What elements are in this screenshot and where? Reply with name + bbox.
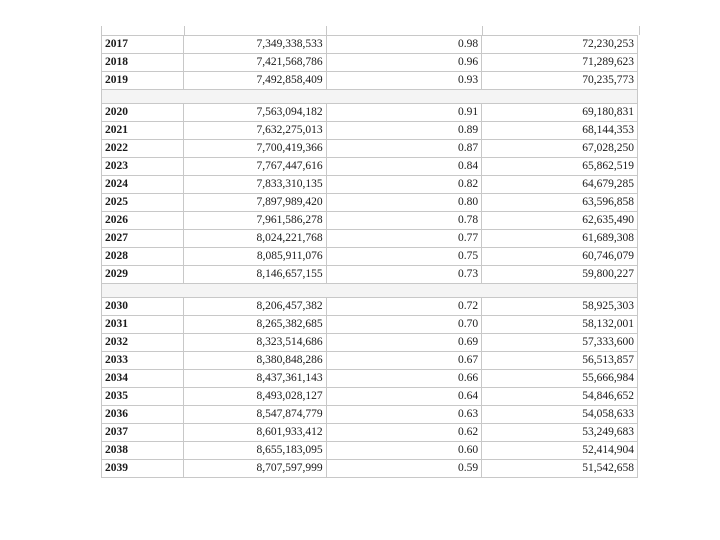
rate-cell: 0.80 (326, 194, 482, 212)
inc-cell: 54,058,633 (482, 406, 638, 424)
inc-cell: 71,289,623 (482, 54, 638, 72)
inc-cell: 69,180,831 (482, 104, 638, 122)
year-cell: 2026 (102, 212, 184, 230)
year-cell: 2023 (102, 158, 184, 176)
inc-cell: 72,230,253 (482, 36, 638, 54)
pop-cell: 7,421,568,786 (184, 54, 326, 72)
pop-cell: 7,700,419,366 (184, 140, 326, 158)
inc-cell: 58,925,303 (482, 298, 638, 316)
inc-cell: 57,333,600 (482, 334, 638, 352)
rate-cell: 0.73 (326, 266, 482, 284)
pop-cell: 8,601,933,412 (184, 424, 326, 442)
year-cell: 2039 (102, 460, 184, 478)
pop-cell: 7,833,310,135 (184, 176, 326, 194)
pop-cell: 8,265,382,685 (184, 316, 326, 334)
table-row (102, 140, 638, 158)
inc-cell: 54,846,652 (482, 388, 638, 406)
pop-cell: 8,547,874,779 (184, 406, 326, 424)
column-divider-tick (482, 26, 483, 35)
rate-cell: 0.62 (326, 424, 482, 442)
inc-cell: 67,028,250 (482, 140, 638, 158)
pop-cell: 8,707,597,999 (184, 460, 326, 478)
inc-cell: 59,800,227 (482, 266, 638, 284)
rate-cell: 0.59 (326, 460, 482, 478)
year-cell: 2033 (102, 352, 184, 370)
table-row (102, 266, 638, 284)
population-projection-table (101, 35, 638, 478)
inc-cell: 52,414,904 (482, 442, 638, 460)
table-row (102, 406, 638, 424)
rate-cell: 0.70 (326, 316, 482, 334)
table-row (102, 158, 638, 176)
rate-cell: 0.84 (326, 158, 482, 176)
year-cell: 2022 (102, 140, 184, 158)
inc-cell: 63,596,858 (482, 194, 638, 212)
year-cell: 2035 (102, 388, 184, 406)
year-cell: 2028 (102, 248, 184, 266)
inc-cell: 64,679,285 (482, 176, 638, 194)
inc-cell: 53,249,683 (482, 424, 638, 442)
table-row (102, 194, 638, 212)
table-spacer-row (102, 284, 638, 298)
table-row (102, 442, 638, 460)
rate-cell: 0.96 (326, 54, 482, 72)
rate-cell: 0.72 (326, 298, 482, 316)
year-cell: 2025 (102, 194, 184, 212)
table-row (102, 248, 638, 266)
table-row (102, 388, 638, 406)
year-cell: 2024 (102, 176, 184, 194)
pop-cell: 7,492,858,409 (184, 72, 326, 90)
year-cell: 2038 (102, 442, 184, 460)
pop-cell: 8,323,514,686 (184, 334, 326, 352)
year-cell: 2018 (102, 54, 184, 72)
table-row (102, 230, 638, 248)
pop-cell: 8,085,911,076 (184, 248, 326, 266)
spacer-cell (102, 90, 638, 104)
year-cell: 2029 (102, 266, 184, 284)
pop-cell: 7,563,094,182 (184, 104, 326, 122)
table-row (102, 176, 638, 194)
table-row (102, 54, 638, 72)
inc-cell: 62,635,490 (482, 212, 638, 230)
inc-cell: 61,689,308 (482, 230, 638, 248)
rate-cell: 0.78 (326, 212, 482, 230)
rate-cell: 0.89 (326, 122, 482, 140)
inc-cell: 56,513,857 (482, 352, 638, 370)
pop-cell: 7,961,586,278 (184, 212, 326, 230)
year-cell: 2037 (102, 424, 184, 442)
inc-cell: 55,666,984 (482, 370, 638, 388)
table-row (102, 424, 638, 442)
year-cell: 2021 (102, 122, 184, 140)
table-row (102, 298, 638, 316)
table-row (102, 122, 638, 140)
pop-cell: 8,493,028,127 (184, 388, 326, 406)
pop-cell: 8,437,361,143 (184, 370, 326, 388)
year-cell: 2020 (102, 104, 184, 122)
year-cell: 2019 (102, 72, 184, 90)
rate-cell: 0.60 (326, 442, 482, 460)
pop-cell: 7,767,447,616 (184, 158, 326, 176)
column-divider-tick (326, 26, 327, 35)
rate-cell: 0.67 (326, 352, 482, 370)
rate-cell: 0.77 (326, 230, 482, 248)
year-cell: 2030 (102, 298, 184, 316)
inc-cell: 51,542,658 (482, 460, 638, 478)
year-cell: 2032 (102, 334, 184, 352)
pop-cell: 7,897,989,420 (184, 194, 326, 212)
year-cell: 2031 (102, 316, 184, 334)
pop-cell: 8,146,657,155 (184, 266, 326, 284)
rate-cell: 0.93 (326, 72, 482, 90)
pop-cell: 8,024,221,768 (184, 230, 326, 248)
table-row (102, 352, 638, 370)
table-row (102, 72, 638, 90)
inc-cell: 58,132,001 (482, 316, 638, 334)
spacer-cell (102, 284, 638, 298)
year-cell: 2017 (102, 36, 184, 54)
table-top-fragment (101, 26, 640, 35)
table-row (102, 212, 638, 230)
rate-cell: 0.64 (326, 388, 482, 406)
inc-cell: 70,235,773 (482, 72, 638, 90)
table-row (102, 316, 638, 334)
pop-cell: 8,206,457,382 (184, 298, 326, 316)
rate-cell: 0.69 (326, 334, 482, 352)
rate-cell: 0.82 (326, 176, 482, 194)
inc-cell: 65,862,519 (482, 158, 638, 176)
inc-cell: 68,144,353 (482, 122, 638, 140)
rate-cell: 0.66 (326, 370, 482, 388)
table-spacer-row (102, 90, 638, 104)
pop-cell: 7,632,275,013 (184, 122, 326, 140)
rate-cell: 0.98 (326, 36, 482, 54)
rate-cell: 0.63 (326, 406, 482, 424)
rate-cell: 0.87 (326, 140, 482, 158)
table-body (102, 36, 638, 478)
table-row (102, 370, 638, 388)
year-cell: 2027 (102, 230, 184, 248)
rate-cell: 0.75 (326, 248, 482, 266)
table-row (102, 460, 638, 478)
year-cell: 2034 (102, 370, 184, 388)
pop-cell: 8,380,848,286 (184, 352, 326, 370)
table-row (102, 104, 638, 122)
rate-cell: 0.91 (326, 104, 482, 122)
table-row (102, 334, 638, 352)
pop-cell: 7,349,338,533 (184, 36, 326, 54)
pop-cell: 8,655,183,095 (184, 442, 326, 460)
column-divider-tick (184, 26, 185, 35)
year-cell: 2036 (102, 406, 184, 424)
table-row (102, 36, 638, 54)
inc-cell: 60,746,079 (482, 248, 638, 266)
